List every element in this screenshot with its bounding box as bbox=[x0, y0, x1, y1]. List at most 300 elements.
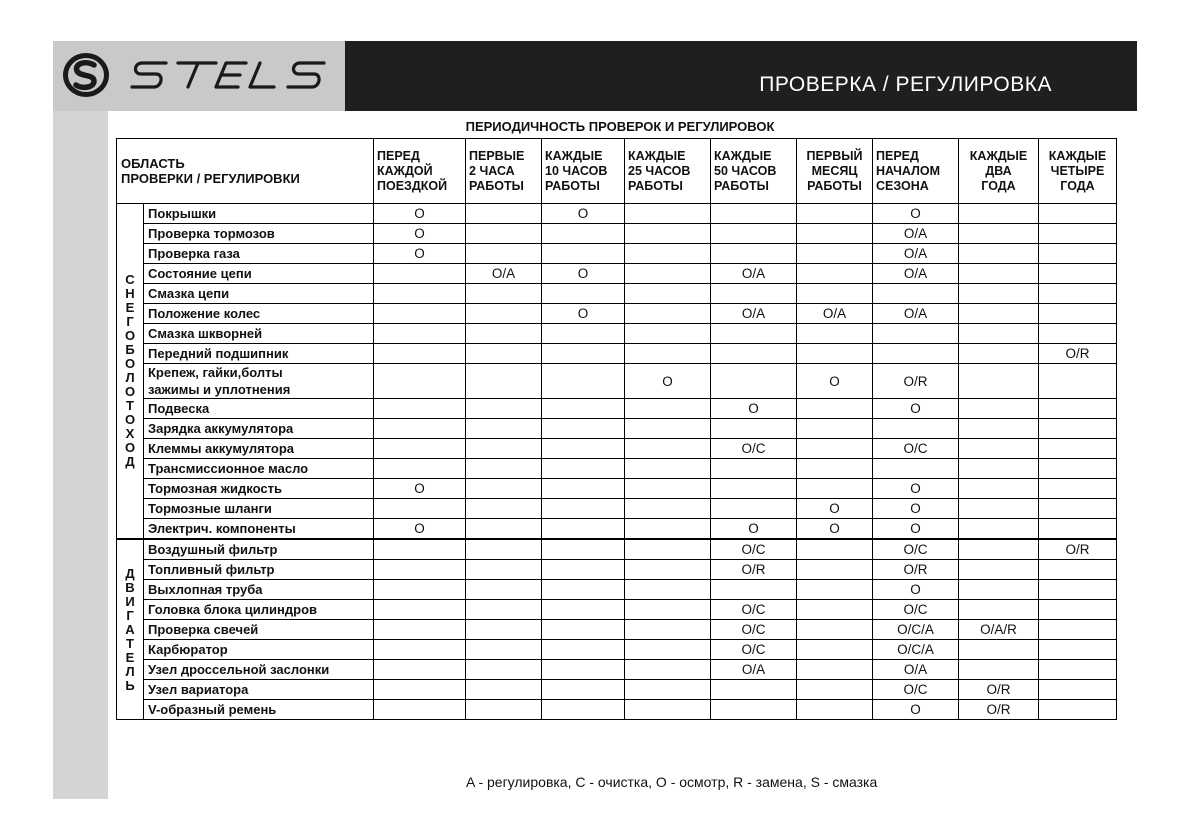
interval-cell: O/C bbox=[711, 539, 797, 560]
interval-cell bbox=[1039, 284, 1117, 304]
group-label-snowmobile bbox=[117, 204, 144, 540]
interval-cell bbox=[374, 419, 466, 439]
item-name-line: Проверка свечей bbox=[148, 622, 259, 637]
interval-cell: O bbox=[873, 700, 959, 720]
group-label-letter: О bbox=[124, 412, 136, 427]
item-name-line: Воздушный фильтр bbox=[148, 542, 278, 557]
interval-cell: O bbox=[711, 519, 797, 540]
interval-cell: O bbox=[873, 580, 959, 600]
interval-cell bbox=[797, 244, 873, 264]
interval-cell bbox=[466, 479, 542, 499]
interval-cell bbox=[711, 459, 797, 479]
item-name bbox=[144, 419, 374, 439]
interval-cell: O/C bbox=[711, 439, 797, 459]
interval-cell bbox=[1039, 580, 1117, 600]
table-row bbox=[117, 204, 1117, 224]
interval-cell: O bbox=[797, 364, 873, 399]
interval-cell: O/A bbox=[711, 660, 797, 680]
interval-cell bbox=[1039, 479, 1117, 499]
interval-cell bbox=[959, 244, 1039, 264]
interval-cell bbox=[959, 364, 1039, 399]
interval-cell bbox=[959, 600, 1039, 620]
interval-cell bbox=[374, 539, 466, 560]
interval-cell bbox=[797, 324, 873, 344]
item-name-line: Трансмиссионное масло bbox=[148, 461, 309, 476]
group-label-letter: С bbox=[125, 272, 135, 287]
interval-cell bbox=[959, 344, 1039, 364]
interval-cell bbox=[542, 600, 625, 620]
header-line: НАЧАЛОМ bbox=[876, 163, 940, 178]
header-line: ГОДА bbox=[981, 178, 1016, 193]
interval-cell: O bbox=[797, 519, 873, 540]
interval-cell bbox=[797, 560, 873, 580]
interval-cell: O/A bbox=[797, 304, 873, 324]
interval-cell: O/C bbox=[873, 680, 959, 700]
interval-cell bbox=[959, 304, 1039, 324]
interval-cell bbox=[797, 700, 873, 720]
item-name bbox=[144, 204, 374, 224]
interval-cell: O bbox=[873, 479, 959, 499]
interval-cell bbox=[542, 640, 625, 660]
table-row bbox=[117, 539, 1117, 560]
item-name bbox=[144, 620, 374, 640]
group-label-letter: О bbox=[124, 440, 136, 455]
header-every-25-hours bbox=[625, 139, 711, 204]
interval-cell bbox=[466, 364, 542, 399]
interval-cell bbox=[1039, 304, 1117, 324]
interval-cell bbox=[959, 284, 1039, 304]
interval-cell: O/A bbox=[711, 304, 797, 324]
interval-cell bbox=[1039, 204, 1117, 224]
item-name bbox=[144, 479, 374, 499]
table-row bbox=[117, 324, 1117, 344]
interval-cell bbox=[711, 680, 797, 700]
header-line: ПОЕЗДКОЙ bbox=[377, 178, 448, 193]
interval-cell bbox=[711, 419, 797, 439]
interval-cell bbox=[625, 640, 711, 660]
table-row bbox=[117, 399, 1117, 419]
interval-cell bbox=[797, 620, 873, 640]
header-line: МЕСЯЦ bbox=[811, 163, 858, 178]
interval-cell bbox=[625, 580, 711, 600]
interval-cell bbox=[466, 419, 542, 439]
interval-cell bbox=[959, 324, 1039, 344]
header-line: 50 ЧАСОВ bbox=[714, 163, 777, 178]
interval-cell: O bbox=[542, 204, 625, 224]
interval-cell bbox=[625, 324, 711, 344]
interval-cell bbox=[625, 419, 711, 439]
item-name-line: Клеммы аккумулятора bbox=[148, 441, 294, 456]
table-row bbox=[117, 640, 1117, 660]
interval-cell bbox=[466, 600, 542, 620]
header-line: КАЖДЫЕ bbox=[714, 148, 772, 163]
table-row bbox=[117, 419, 1117, 439]
interval-cell bbox=[466, 204, 542, 224]
interval-cell bbox=[959, 204, 1039, 224]
item-name bbox=[144, 560, 374, 580]
interval-cell bbox=[797, 284, 873, 304]
item-name bbox=[144, 324, 374, 344]
item-name bbox=[144, 224, 374, 244]
interval-cell bbox=[374, 399, 466, 419]
interval-cell bbox=[374, 324, 466, 344]
group-label-letter: Д bbox=[125, 565, 135, 581]
interval-cell bbox=[1039, 324, 1117, 344]
interval-cell bbox=[797, 419, 873, 439]
item-name-line: Зарядка аккумулятора bbox=[148, 421, 294, 436]
group-label-letter: Т bbox=[126, 635, 134, 651]
item-name-line: Узел дроссельной заслонки bbox=[148, 662, 330, 677]
interval-cell bbox=[466, 304, 542, 324]
engine-group bbox=[117, 539, 1117, 720]
interval-cell bbox=[466, 399, 542, 419]
interval-cell: O/C/A bbox=[873, 640, 959, 660]
interval-cell bbox=[625, 519, 711, 540]
interval-cell bbox=[625, 204, 711, 224]
interval-cell bbox=[542, 419, 625, 439]
item-name-line: Электрич. компоненты bbox=[148, 521, 296, 536]
interval-cell bbox=[542, 479, 625, 499]
item-name bbox=[144, 459, 374, 479]
table-row bbox=[117, 560, 1117, 580]
item-name-line: Смазка цепи bbox=[148, 286, 230, 301]
interval-cell bbox=[466, 324, 542, 344]
interval-cell bbox=[1039, 519, 1117, 540]
interval-cell bbox=[711, 700, 797, 720]
interval-cell bbox=[466, 640, 542, 660]
interval-cell: O bbox=[873, 519, 959, 540]
interval-cell: O/C/A bbox=[873, 620, 959, 640]
interval-cell bbox=[374, 364, 466, 399]
interval-cell bbox=[625, 459, 711, 479]
item-name bbox=[144, 499, 374, 519]
interval-cell bbox=[1039, 600, 1117, 620]
interval-cell bbox=[873, 284, 959, 304]
interval-cell bbox=[542, 620, 625, 640]
interval-cell bbox=[797, 640, 873, 660]
group-label-letter: Г bbox=[126, 314, 134, 329]
item-name bbox=[144, 600, 374, 620]
interval-cell bbox=[959, 499, 1039, 519]
interval-cell bbox=[374, 284, 466, 304]
interval-cell bbox=[542, 499, 625, 519]
interval-cell: O/R bbox=[873, 560, 959, 580]
interval-cell bbox=[625, 560, 711, 580]
interval-cell bbox=[873, 459, 959, 479]
group-label-letter: Л bbox=[125, 663, 135, 679]
page-title: ПРОВЕРКА / РЕГУЛИРОВКА bbox=[759, 73, 1052, 96]
header-line: РАБОТЫ bbox=[545, 178, 600, 193]
interval-cell bbox=[959, 580, 1039, 600]
interval-cell bbox=[711, 244, 797, 264]
interval-cell bbox=[374, 439, 466, 459]
header-line: ПЕРЕД bbox=[876, 148, 919, 163]
header-line: 10 ЧАСОВ bbox=[545, 163, 608, 178]
interval-cell bbox=[959, 519, 1039, 540]
item-name-line: Проверка тормозов bbox=[148, 226, 275, 241]
item-name-line: V-образный ремень bbox=[148, 702, 277, 717]
interval-cell bbox=[959, 660, 1039, 680]
header-line: СЕЗОНА bbox=[876, 178, 929, 193]
item-name bbox=[144, 519, 374, 540]
item-name bbox=[144, 700, 374, 720]
interval-cell: O/R bbox=[1039, 539, 1117, 560]
interval-cell bbox=[542, 399, 625, 419]
interval-cell bbox=[711, 324, 797, 344]
interval-cell bbox=[959, 439, 1039, 459]
interval-cell bbox=[1039, 620, 1117, 640]
table-row bbox=[117, 439, 1117, 459]
header-line: КАЖДЫЕ bbox=[1048, 148, 1107, 163]
interval-cell bbox=[1039, 244, 1117, 264]
interval-cell bbox=[466, 680, 542, 700]
group-label-letter: Д bbox=[125, 454, 135, 469]
interval-cell bbox=[374, 700, 466, 720]
item-name bbox=[144, 264, 374, 284]
interval-cell: O/A bbox=[466, 264, 542, 284]
table-row bbox=[117, 264, 1117, 284]
interval-cell bbox=[797, 204, 873, 224]
table-row bbox=[117, 519, 1117, 540]
header-line: РАБОТЫ bbox=[714, 178, 769, 193]
interval-cell bbox=[374, 600, 466, 620]
interval-cell bbox=[466, 459, 542, 479]
group-label-letter: Л bbox=[125, 370, 135, 385]
item-name bbox=[144, 284, 374, 304]
interval-cell bbox=[797, 539, 873, 560]
interval-cell bbox=[466, 439, 542, 459]
item-name-line: Топливный фильтр bbox=[148, 562, 275, 577]
table-row bbox=[117, 580, 1117, 600]
interval-cell bbox=[374, 620, 466, 640]
interval-cell: O bbox=[625, 364, 711, 399]
table-row bbox=[117, 224, 1117, 244]
interval-cell bbox=[711, 204, 797, 224]
header-line: ПЕРВЫЙ bbox=[806, 148, 863, 163]
interval-cell bbox=[542, 680, 625, 700]
interval-cell bbox=[542, 580, 625, 600]
interval-cell bbox=[542, 519, 625, 540]
item-name-line: Тормозные шланги bbox=[148, 501, 272, 516]
header-every-two-years bbox=[959, 139, 1039, 204]
interval-cell bbox=[959, 640, 1039, 660]
interval-cell bbox=[797, 459, 873, 479]
group-label-engine bbox=[117, 539, 144, 720]
interval-cell bbox=[959, 399, 1039, 419]
header-line: ЧЕТЫРЕ bbox=[1050, 163, 1105, 178]
interval-cell bbox=[873, 419, 959, 439]
header-line: КАЖДЫЕ bbox=[545, 148, 603, 163]
table-row bbox=[117, 304, 1117, 324]
table-row bbox=[117, 364, 1117, 399]
table-row bbox=[117, 620, 1117, 640]
interval-cell bbox=[625, 620, 711, 640]
interval-cell bbox=[625, 539, 711, 560]
interval-cell bbox=[797, 680, 873, 700]
header-line: 25 ЧАСОВ bbox=[628, 163, 691, 178]
table-row bbox=[117, 344, 1117, 364]
interval-cell: O/R bbox=[959, 680, 1039, 700]
interval-cell bbox=[466, 700, 542, 720]
interval-cell: O bbox=[873, 399, 959, 419]
header-line: КАЖДЫЕ bbox=[969, 148, 1028, 163]
table-title: ПЕРИОДИЧНОСТЬ ПРОВЕРОК И РЕГУЛИРОВОК bbox=[465, 119, 775, 134]
interval-cell bbox=[466, 539, 542, 560]
item-name-line: Положение колес bbox=[148, 306, 261, 321]
interval-cell bbox=[797, 580, 873, 600]
interval-cell bbox=[1039, 224, 1117, 244]
header-area-line: ПРОВЕРКИ / РЕГУЛИРОВКИ bbox=[121, 171, 300, 186]
item-name bbox=[144, 539, 374, 560]
interval-cell bbox=[466, 560, 542, 580]
interval-cell bbox=[1039, 364, 1117, 399]
table-row bbox=[117, 284, 1117, 304]
interval-cell bbox=[1039, 419, 1117, 439]
group-label-letter: Т bbox=[126, 398, 134, 413]
stels-s-logo-icon bbox=[61, 50, 111, 100]
interval-cell bbox=[959, 224, 1039, 244]
interval-cell: O bbox=[374, 224, 466, 244]
group-label-letter: Н bbox=[125, 286, 135, 301]
interval-cell bbox=[797, 399, 873, 419]
item-name bbox=[144, 344, 374, 364]
interval-cell bbox=[625, 700, 711, 720]
interval-cell bbox=[625, 264, 711, 284]
group-label-letter: Е bbox=[125, 649, 135, 665]
interval-cell: O bbox=[873, 204, 959, 224]
interval-cell bbox=[542, 224, 625, 244]
interval-cell: O bbox=[374, 519, 466, 540]
legend: A - регулировка, C - очистка, O - осмотр, R - замена, S - смазка bbox=[466, 774, 878, 790]
interval-cell bbox=[374, 264, 466, 284]
item-name-line: Узел вариатора bbox=[148, 682, 249, 697]
header-before-each-ride bbox=[374, 139, 466, 204]
interval-cell bbox=[711, 499, 797, 519]
snowmobile-group bbox=[117, 204, 1117, 540]
interval-cell bbox=[959, 479, 1039, 499]
interval-cell bbox=[374, 304, 466, 324]
group-label-letter: И bbox=[125, 593, 135, 609]
interval-cell bbox=[797, 264, 873, 284]
interval-cell bbox=[542, 439, 625, 459]
interval-cell: O/A bbox=[873, 660, 959, 680]
interval-cell: O bbox=[374, 479, 466, 499]
header-line: ПЕРЕД bbox=[377, 148, 420, 163]
item-name bbox=[144, 399, 374, 419]
group-label-letter: Ь bbox=[125, 677, 135, 693]
interval-cell bbox=[466, 244, 542, 264]
interval-cell: O/C bbox=[873, 600, 959, 620]
header-line: ПЕРВЫЕ bbox=[469, 148, 525, 163]
group-label-letter: Х bbox=[125, 426, 135, 441]
interval-cell bbox=[625, 284, 711, 304]
interval-cell bbox=[711, 224, 797, 244]
interval-cell: O/R bbox=[711, 560, 797, 580]
interval-cell: O bbox=[542, 304, 625, 324]
interval-cell bbox=[466, 580, 542, 600]
item-name-line: Проверка газа bbox=[148, 246, 240, 261]
item-name bbox=[144, 439, 374, 459]
interval-cell: O/C bbox=[873, 539, 959, 560]
group-label-letter: Е bbox=[125, 300, 135, 315]
item-name bbox=[144, 244, 374, 264]
interval-cell bbox=[625, 680, 711, 700]
interval-cell bbox=[1039, 680, 1117, 700]
interval-cell bbox=[374, 344, 466, 364]
item-name-line: Крепеж, гайки,болты bbox=[148, 365, 283, 380]
interval-cell: O/A bbox=[873, 224, 959, 244]
interval-cell bbox=[466, 344, 542, 364]
item-name-line: Выхлопная труба bbox=[148, 582, 263, 597]
interval-cell bbox=[374, 560, 466, 580]
interval-cell bbox=[625, 600, 711, 620]
table-row bbox=[117, 459, 1117, 479]
header-bar bbox=[345, 41, 1137, 111]
interval-cell: O/C bbox=[711, 600, 797, 620]
item-name-line: Смазка шкворней bbox=[148, 326, 263, 341]
interval-cell bbox=[959, 560, 1039, 580]
item-name bbox=[144, 640, 374, 660]
item-name-line: Передний подшипник bbox=[148, 346, 289, 361]
item-name-line: Тормозная жидкость bbox=[148, 481, 282, 496]
interval-cell bbox=[1039, 399, 1117, 419]
item-name bbox=[144, 304, 374, 324]
interval-cell bbox=[625, 399, 711, 419]
interval-cell bbox=[797, 224, 873, 244]
interval-cell bbox=[542, 700, 625, 720]
interval-cell bbox=[1039, 560, 1117, 580]
interval-cell bbox=[1039, 459, 1117, 479]
interval-cell bbox=[466, 519, 542, 540]
interval-cell: O/A bbox=[873, 264, 959, 284]
interval-cell bbox=[466, 620, 542, 640]
interval-cell bbox=[542, 539, 625, 560]
table-row bbox=[117, 700, 1117, 720]
group-label-letter: О bbox=[124, 356, 136, 371]
interval-cell bbox=[797, 600, 873, 620]
interval-cell bbox=[466, 224, 542, 244]
interval-cell bbox=[542, 324, 625, 344]
item-name bbox=[144, 660, 374, 680]
interval-cell bbox=[625, 344, 711, 364]
interval-cell bbox=[542, 364, 625, 399]
header-every-10-hours bbox=[542, 139, 625, 204]
interval-cell bbox=[1039, 439, 1117, 459]
header-line: 2 ЧАСА bbox=[469, 163, 515, 178]
interval-cell bbox=[873, 324, 959, 344]
interval-cell bbox=[873, 344, 959, 364]
interval-cell bbox=[625, 439, 711, 459]
group-label-letter: Б bbox=[125, 342, 135, 357]
interval-cell bbox=[542, 560, 625, 580]
header-area bbox=[117, 139, 374, 204]
interval-cell: O bbox=[711, 399, 797, 419]
maintenance-table bbox=[116, 138, 1117, 720]
interval-cell: O/C bbox=[873, 439, 959, 459]
interval-cell: O bbox=[542, 264, 625, 284]
item-name-line: Головка блока цилиндров bbox=[148, 602, 317, 617]
interval-cell bbox=[797, 439, 873, 459]
brand-logo-panel bbox=[53, 41, 345, 111]
table-row bbox=[117, 600, 1117, 620]
interval-cell bbox=[711, 284, 797, 304]
interval-cell bbox=[625, 499, 711, 519]
interval-cell bbox=[374, 640, 466, 660]
interval-cell bbox=[542, 284, 625, 304]
interval-cell bbox=[374, 580, 466, 600]
interval-cell bbox=[625, 304, 711, 324]
header-first-2-hours bbox=[466, 139, 542, 204]
